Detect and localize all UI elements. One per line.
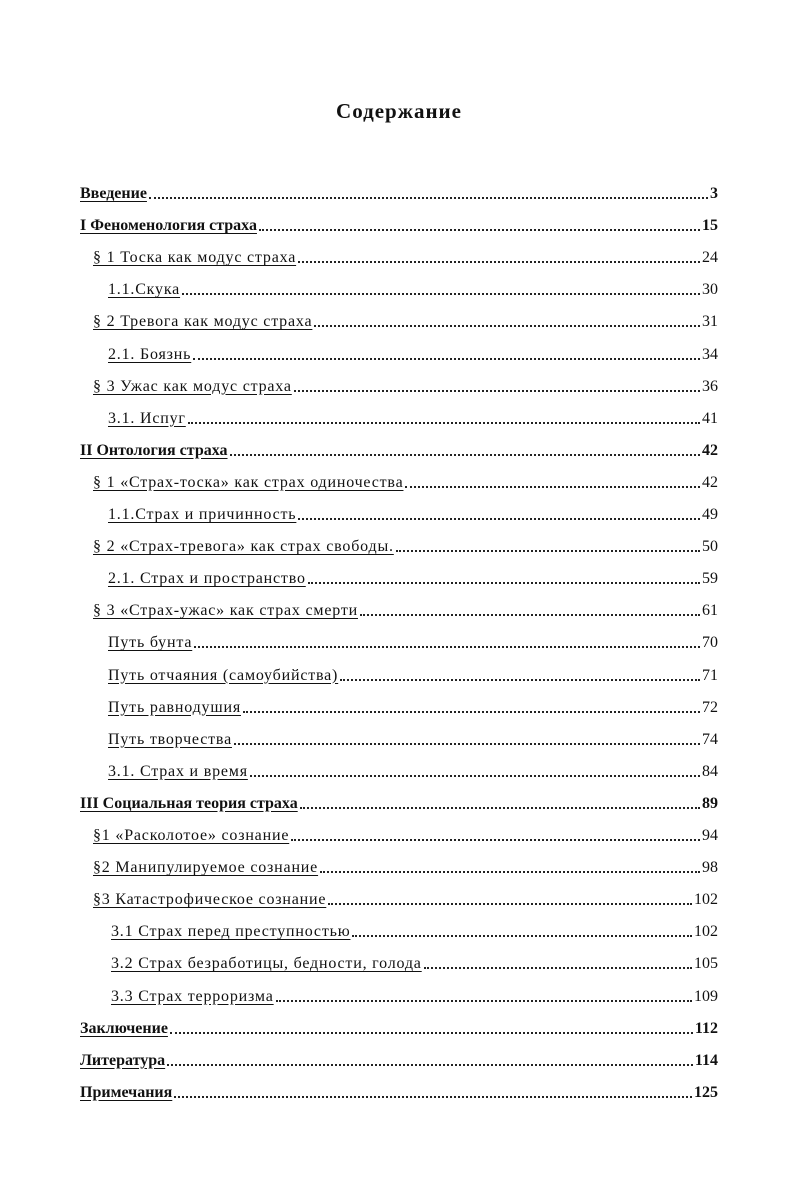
toc-entry-label[interactable]: I Феноменология страха — [80, 217, 257, 235]
toc-entry-label[interactable]: § 3 «Страх-ужас» как страх смерти — [93, 602, 358, 620]
toc-entry[interactable] — [0, 371, 718, 397]
toc-dot-leader — [291, 838, 700, 841]
toc-page-number: 3 — [710, 185, 718, 202]
toc-page-number: 112 — [694, 1019, 718, 1037]
toc-entry-label[interactable]: Путь равнодушия — [108, 698, 241, 716]
toc-dot-leader — [259, 228, 700, 231]
toc-entry[interactable] — [0, 403, 718, 429]
toc-page-number: 114 — [694, 1051, 718, 1069]
toc-entry[interactable] — [0, 627, 718, 653]
toc-entry[interactable] — [0, 595, 718, 621]
toc-dot-leader — [298, 517, 700, 520]
toc-dot-leader — [188, 421, 700, 424]
toc-dot-leader — [352, 934, 692, 937]
toc-entry[interactable] — [0, 467, 718, 493]
toc-page-number: 42 — [702, 473, 718, 491]
toc-page-number: 109 — [694, 987, 718, 1005]
toc-entry[interactable] — [0, 660, 718, 686]
toc-dot-leader — [300, 806, 700, 809]
toc-dot-leader — [320, 870, 700, 873]
toc-dot-leader — [308, 581, 700, 584]
toc-dot-leader — [194, 645, 700, 648]
toc-dot-leader — [243, 710, 700, 713]
toc-entry-label[interactable]: § 3 Ужас как модус страха — [93, 377, 292, 395]
toc-page-number: 74 — [702, 730, 718, 748]
toc-page-number: 70 — [702, 634, 718, 652]
toc-entry-label[interactable]: 3.1. Страх и время — [108, 762, 248, 780]
toc-entry[interactable] — [0, 884, 718, 910]
toc-page-number: 36 — [702, 377, 718, 395]
toc-page-number: 61 — [702, 602, 718, 620]
toc-entry-label[interactable]: 3.3 Страх терроризма — [111, 987, 274, 1005]
toc-dot-leader — [230, 453, 700, 456]
toc-entry-label[interactable]: §3 Катастрофическое сознание — [93, 891, 327, 909]
toc-entry[interactable] — [0, 692, 718, 718]
toc-entry[interactable] — [0, 242, 718, 268]
toc-page-number: 71 — [702, 666, 718, 684]
toc-entry[interactable] — [0, 1045, 718, 1071]
toc-page-number: 125 — [694, 1083, 718, 1101]
toc-page-number: 94 — [702, 827, 718, 844]
toc-page-number: 72 — [702, 698, 718, 716]
toc-entry[interactable] — [0, 756, 718, 782]
toc-entry[interactable] — [0, 948, 718, 974]
toc-page-number: 84 — [702, 762, 718, 780]
toc-page-number: 49 — [702, 506, 718, 523]
toc-page-number: 105 — [694, 955, 718, 973]
toc-entry-label[interactable]: Путь творчества — [108, 730, 232, 748]
toc-dot-leader — [276, 999, 692, 1002]
toc-page-number: 89 — [702, 794, 718, 812]
toc-entry[interactable] — [0, 435, 718, 461]
toc-page-number: 24 — [702, 249, 718, 267]
toc-entry-label[interactable]: § 1 Тоска как модус страха — [93, 249, 297, 267]
toc-entry-label[interactable]: 2.1. Страх и пространство — [108, 570, 306, 588]
toc-entry-label[interactable]: 2.1. Боязнь — [108, 345, 192, 363]
toc-page-number: 102 — [694, 891, 718, 909]
toc-entry[interactable] — [0, 1077, 718, 1103]
toc-dot-leader — [340, 678, 700, 681]
toc-entry[interactable] — [0, 724, 718, 750]
toc-entry-label[interactable]: §2 Манипулируемое сознание — [93, 859, 319, 877]
toc-dot-leader — [234, 742, 700, 745]
toc-dot-leader — [328, 902, 692, 905]
toc-entry-label[interactable]: Заключение — [80, 1019, 168, 1037]
toc-dot-leader — [294, 389, 700, 392]
toc-entry-label[interactable]: § 1 «Страх-тоска» как страх одиночества — [93, 473, 404, 491]
toc-dot-leader — [298, 260, 700, 263]
toc-entry[interactable] — [0, 178, 718, 204]
toc-entry[interactable] — [0, 1013, 718, 1039]
toc-page-number: 42 — [702, 441, 718, 459]
toc-dot-leader — [250, 774, 700, 777]
toc-page-number: 30 — [702, 281, 718, 299]
toc-dot-leader — [149, 196, 708, 199]
toc-entry[interactable] — [0, 274, 718, 300]
toc-entry[interactable] — [0, 981, 718, 1007]
toc-entry-label[interactable]: Примечания — [80, 1083, 173, 1101]
toc-entry-label[interactable]: Литература — [80, 1051, 166, 1069]
toc-page-number: 59 — [702, 570, 718, 588]
toc-entry[interactable] — [0, 788, 718, 814]
toc-entry[interactable] — [0, 916, 718, 942]
toc-page-number: 31 — [702, 313, 718, 331]
toc-entry-label[interactable]: 3.1 Страх перед преступностью — [111, 923, 351, 941]
toc-page-number: 15 — [702, 217, 718, 235]
toc-entry[interactable] — [0, 339, 718, 365]
toc-entry[interactable] — [0, 852, 718, 878]
toc-dot-leader — [182, 292, 700, 295]
toc-entry[interactable] — [0, 210, 718, 236]
toc-dot-leader — [396, 549, 700, 552]
toc-page-number: 50 — [702, 538, 718, 556]
toc-entry-label[interactable]: Путь бунта — [108, 634, 193, 652]
toc-page-number: 98 — [702, 859, 718, 877]
toc-entry-label[interactable]: 3.1. Испуг — [108, 409, 186, 427]
toc-entry-label[interactable]: 3.2 Страх безработицы, бедности, голода — [111, 955, 422, 973]
toc-dot-leader — [174, 1095, 692, 1098]
toc-entry[interactable] — [0, 820, 718, 846]
toc-dot-leader — [405, 485, 700, 488]
toc-dot-leader — [424, 966, 692, 969]
toc-page-number: 34 — [702, 345, 718, 363]
toc-entry[interactable] — [0, 499, 718, 525]
toc-page-number: 41 — [702, 409, 718, 427]
toc-dot-leader — [170, 1031, 693, 1034]
toc-page-number: 102 — [694, 923, 718, 941]
toc-entry[interactable] — [0, 306, 718, 332]
toc-entry-label[interactable]: §1 «Расколотое» сознание — [93, 827, 290, 844]
toc-entry-label[interactable]: § 2 «Страх-тревога» как страх свободы. — [93, 538, 394, 556]
page-title: Содержание — [336, 99, 462, 123]
toc-dot-leader — [167, 1063, 693, 1066]
toc-entry-label[interactable]: Введение — [80, 185, 147, 202]
toc-entry-label[interactable]: III Социальная теория страха — [80, 794, 298, 812]
toc-dot-leader — [193, 357, 700, 360]
toc-entry[interactable] — [0, 563, 718, 589]
toc-entry-label[interactable]: Путь отчаяния (самоубийства) — [108, 666, 339, 684]
toc-entry-label[interactable]: II Онтология страха — [80, 441, 228, 459]
toc-dot-leader — [360, 613, 700, 616]
toc-entry-label[interactable]: 1.1.Страх и причинность — [108, 506, 297, 523]
toc-entry[interactable] — [0, 531, 718, 557]
toc-entry-label[interactable]: 1.1.Скука — [108, 281, 181, 299]
toc-entry-label[interactable]: § 2 Тревога как модус страха — [93, 313, 313, 331]
toc-dot-leader — [314, 324, 700, 327]
